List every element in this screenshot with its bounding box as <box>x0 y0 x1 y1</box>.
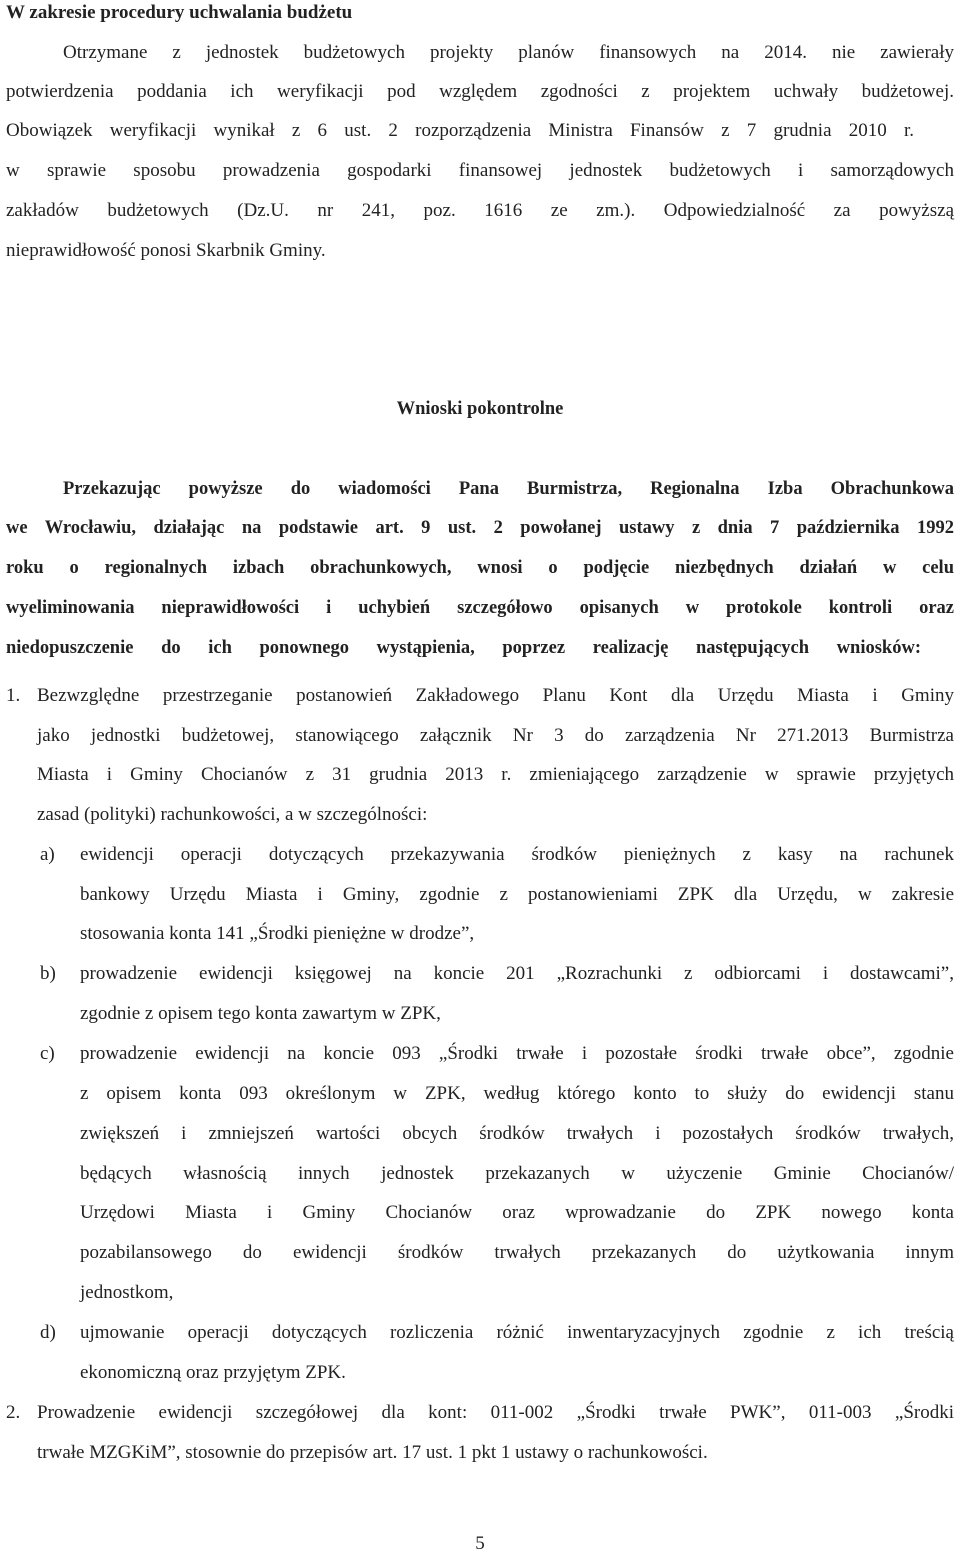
paragraph-line: potwierdzenia poddania ich weryfikacji pod względem zgodności z projektem uchwały budżetowej. <box>6 81 954 102</box>
sub-item-line: Urzędowi Miasta i Gminy Chocianów oraz wprowadzanie do ZPK nowego konta <box>80 1202 954 1223</box>
paragraph-line: roku o regionalnych izbach obrachunkowych, wnosi o podjęcie niezbędnych działań w celu <box>6 558 954 578</box>
paragraph-line: w sprawie sposobu prowadzenia gospodarki finansowej jednostek budżetowych i samorządowych <box>6 160 954 181</box>
item-line: Miasta i Gminy Chocianów z 31 grudnia 2013 r. zmieniającego zarządzenie w sprawie przyjętych <box>37 764 954 785</box>
sub-item-line: bankowy Urzędu Miasta i Gminy, zgodnie z postanowieniami ZPK dla Urzędu, w zakresie <box>80 884 954 905</box>
paragraph-line: niedopuszczenie do ich ponownego wystąpienia, poprzez realizację następujących wniosków: <box>6 638 921 658</box>
sub-item-line: prowadzenie ewidencji księgowej na koncie 201 „Rozrachunki z odbiorcami i dostawcami”, <box>80 963 954 984</box>
sub-item-marker: d) <box>40 1322 56 1343</box>
page-number: 5 <box>475 1533 485 1554</box>
item-line: Prowadzenie ewidencji szczegółowej dla kont: 011-002 „Środki trwałe PWK”, 011-003 „Środki <box>37 1402 954 1423</box>
item-line: trwałe MZGKiM”, stosownie do przepisów art. 17 ust. 1 pkt 1 ustawy o rachunkowości. <box>37 1442 708 1463</box>
sub-item-line: będących własnością innych jednostek przekazanych w użyczenie Gminie Chocianów/ <box>80 1163 954 1184</box>
paragraph-line: Przekazując powyższe do wiadomości Pana Burmistrza, Regionalna Izba Obrachunkowa <box>63 479 954 499</box>
sub-item-line: ewidencji operacji dotyczących przekazywania środków pieniężnych z kasy na rachunek <box>80 844 954 865</box>
paragraph-line: Obowiązek weryfikacji wynikał z 6 ust. 2 rozporządzenia Ministra Finansów z 7 grudnia 2010 r. <box>6 120 914 141</box>
item-marker: 1. <box>6 685 21 706</box>
sub-item-marker: b) <box>40 963 56 984</box>
sub-item-line: z opisem konta 093 określonym w ZPK, według którego konto to służy do ewidencji stanu <box>80 1083 954 1104</box>
sub-item-line: stosowania konta 141 „Środki pieniężne w drodze”, <box>80 923 475 944</box>
item-line: Bezwzględne przestrzeganie postanowień Zakładowego Planu Kont dla Urzędu Miasta i Gminy <box>37 685 954 706</box>
sub-item-line: prowadzenie ewidencji na koncie 093 „Środki trwałe i pozostałe środki trwałe obce”, zgodnie <box>80 1043 954 1064</box>
sub-item-marker: c) <box>40 1043 55 1064</box>
paragraph-line: Otrzymane z jednostek budżetowych projekty planów finansowych na 2014. nie zawierały <box>63 42 954 63</box>
item-line: jako jednostki budżetowej, stanowiącego załącznik Nr 3 do zarządzenia Nr 271.2013 Burmistrza <box>37 725 954 746</box>
item-marker: 2. <box>6 1402 21 1423</box>
sub-item-line: ujmowanie operacji dotyczących rozliczenia różnić inwentaryzacyjnych zgodnie z ich treścią <box>80 1322 954 1343</box>
sub-item-line: zwiększeń i zmniejszeń wartości obcych środków trwałych i pozostałych środków trwałych, <box>80 1123 954 1144</box>
sub-item-line: jednostkom, <box>80 1282 174 1303</box>
sub-item-line: ekonomiczną oraz przyjętym ZPK. <box>80 1362 346 1383</box>
sub-item-marker: a) <box>40 844 55 865</box>
sub-item-line: zgodnie z opisem tego konta zawartym w ZPK, <box>80 1003 441 1024</box>
sub-item-line: pozabilansowego do ewidencji środków trwałych przekazanych do użytkowania innym <box>80 1242 954 1263</box>
paragraph-line: nieprawidłowość ponosi Skarbnik Gminy. <box>6 240 326 261</box>
section-heading: W zakresie procedury uchwalania budżetu <box>6 2 353 23</box>
item-line: zasad (polityki) rachunkowości, a w szczególności: <box>37 804 428 825</box>
paragraph-line: we Wrocławiu, działając na podstawie art. 9 ust. 2 powołanej ustawy z dnia 7 października 1992 <box>6 518 954 538</box>
paragraph-line: zakładów budżetowych (Dz.U. nr 241, poz. 1616 ze zm.). Odpowiedzialność za powyższą <box>6 200 954 221</box>
paragraph-line: wyeliminowania nieprawidłowości i uchybień szczegółowo opisanych w protokole kontroli oraz <box>6 598 954 618</box>
conclusions-heading: Wnioski pokontrolne <box>396 399 564 419</box>
